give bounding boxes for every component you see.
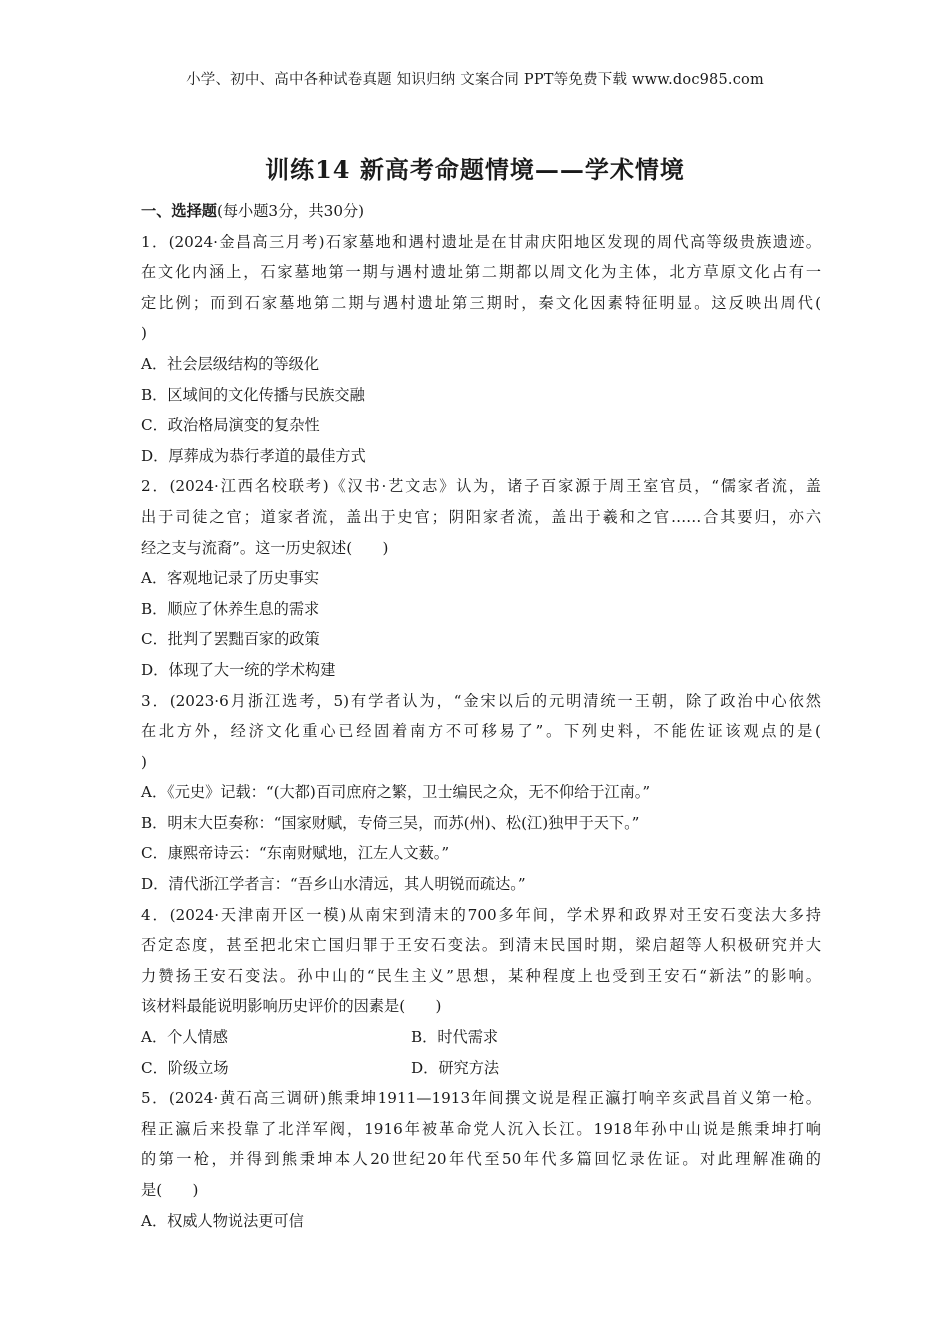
question-line: 程正瀛后来投靠了北洋军阀，1916年被革命党人沉入长江。1918年孙中山说是熊秉坤打响 xyxy=(141,1119,821,1138)
option-d: D．体现了大一统的学术构建 xyxy=(141,660,336,679)
section-label: 一、选择题 xyxy=(141,202,217,220)
option-row xyxy=(141,1022,821,1053)
option-b: B．时代需求 xyxy=(411,1028,499,1047)
question-line: 3．(2023·6月浙江选考，5)有学者认为，“金宋以后的元明清统一王朝，除了政治中心依然 xyxy=(141,691,821,710)
option-row xyxy=(141,1053,821,1084)
question-line: 在文化内涵上，石家墓地第一期与遇村遗址第二期都以周文化为主体，北方草原文化占有一 xyxy=(141,263,821,282)
question-line: ) xyxy=(141,752,147,771)
option-b: B．明末大臣奏称：“国家财赋，专倚三吴，而苏(州)、松(江)独甲于天下。” xyxy=(141,813,640,832)
question-line: 4．(2024·天津南开区一模)从南宋到清末的700多年间，学术界和政界对王安石变法大多持 xyxy=(141,905,821,924)
option-a: A．社会层级结构的等级化 xyxy=(141,354,320,373)
question-line: ) xyxy=(141,324,147,343)
question-line: 出于司徒之官；道家者流，盖出于史官；阴阳家者流，盖出于羲和之官……合其要归，亦六 xyxy=(141,507,821,526)
option-a: A．个人情感 xyxy=(141,1028,228,1047)
question-line: 否定态度，甚至把北宋亡国归罪于王安石变法。到清末民国时期，梁启超等人积极研究并大 xyxy=(141,936,821,955)
option-c: C．阶级立场 xyxy=(141,1058,229,1077)
question-line: 经之支与流裔”。这一历史叙述( ) xyxy=(141,538,389,557)
question-line: 该材料最能说明影响历史评价的因素是( ) xyxy=(141,997,442,1016)
option-b: B．顺应了休养生息的需求 xyxy=(141,599,320,618)
page-title: 训练14 新高考命题情境——学术情境 xyxy=(265,155,685,184)
question-1 xyxy=(141,227,821,472)
option-d: D．研究方法 xyxy=(411,1058,500,1077)
option-a: A．《元史》记载：“(大都)百司庶府之繁，卫士编民之众，无不仰给于江南。” xyxy=(141,783,651,802)
option-d: D．清代浙江学者言：“吾乡山水清远，其人明锐而疏达。” xyxy=(141,875,526,894)
option-a: A．权威人物说法更可信 xyxy=(141,1211,304,1230)
section-note: (每小题3分，共30分) xyxy=(216,202,365,220)
question-2 xyxy=(141,471,821,685)
question-3 xyxy=(141,686,821,900)
option-c: C．康熙帝诗云：“东南财赋地，江左人文薮。” xyxy=(141,844,450,863)
section-heading xyxy=(141,196,821,227)
question-line: 5．(2024·黄石高三调研)熊秉坤1911—1913年间撰文说是程正瀛打响辛亥武昌首义第一枪。 xyxy=(141,1089,821,1108)
question-line: 2．(2024·江西名校联考)《汉书·艺文志》认为，诸子百家源于周王室官员，“儒家者流，盖 xyxy=(141,477,821,496)
option-d: D．厚葬成为恭行孝道的最佳方式 xyxy=(141,446,366,465)
question-line: 力赞扬王安石变法。孙中山的“民生主义”思想，某种程度上也受到王安石“新法”的影响。 xyxy=(141,966,821,985)
question-line: 是( ) xyxy=(141,1181,199,1199)
question-line: 定比例；而到石家墓地第二期与遇村遗址第三期时，秦文化因素特征明显。这反映出周代( xyxy=(141,293,821,312)
question-list xyxy=(141,196,821,1236)
option-a: A．客观地记录了历史事实 xyxy=(141,569,320,588)
option-c: C．批判了罢黜百家的政策 xyxy=(141,630,320,649)
question-line: 的第一枪，并得到熊秉坤本人20世纪20年代至50年代多篇回忆录佐证。对此理解准确的 xyxy=(141,1150,821,1169)
question-line: 1．(2024·金昌高三月考)石家墓地和遇村遗址是在甘肃庆阳地区发现的周代高等级贵族遗迹。 xyxy=(141,232,821,251)
option-c: C．政治格局演变的复杂性 xyxy=(141,416,320,435)
option-b: B．区域间的文化传播与民族交融 xyxy=(141,385,365,404)
question-4 xyxy=(141,900,821,1084)
question-line: 在北方外，经济文化重心已经固着南方不可移易了”。下列史料，不能佐证该观点的是( xyxy=(141,722,821,741)
header-banner: 小学、初中、高中各种试卷真题 知识归纳 文案合同 PPT等免费下载 www.doc985.com xyxy=(186,72,764,88)
question-5 xyxy=(141,1083,821,1236)
